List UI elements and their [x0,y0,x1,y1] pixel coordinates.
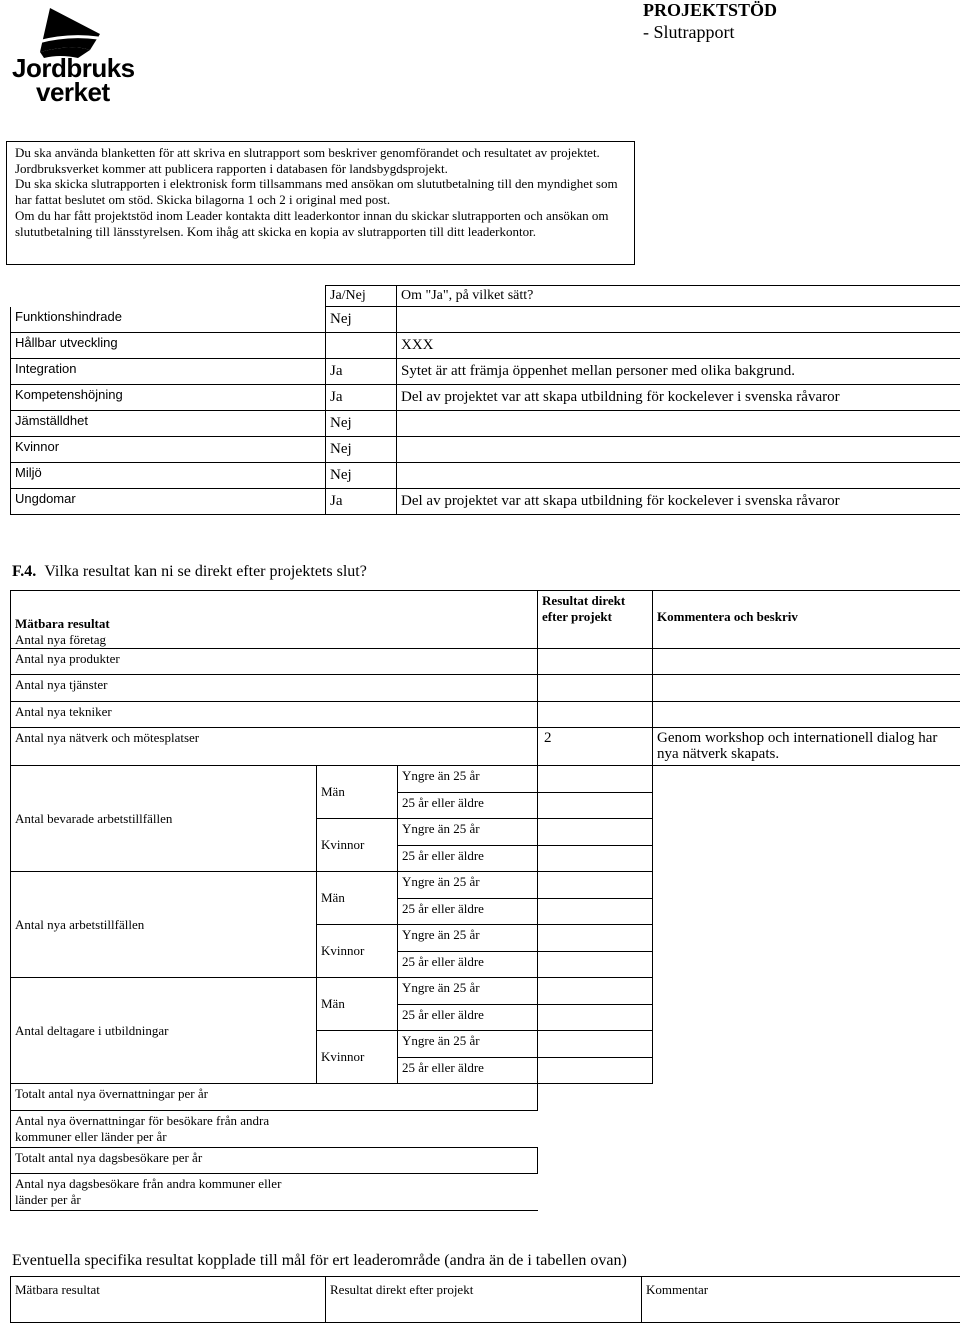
empty-cell [653,793,960,819]
age-young: Yngre än 25 år [398,872,538,899]
header-label: Mätbara resultat [15,616,110,631]
logo-text-line1: Jordbruks [12,53,135,83]
empty-cell [538,1174,653,1211]
comment-field[interactable] [653,702,960,728]
comment-field[interactable] [397,307,960,333]
page-title: PROJEKTSTÖD [643,0,778,20]
age-young: Yngre än 25 år [398,819,538,846]
empty-cell [653,1005,960,1031]
comment-field[interactable] [397,411,960,437]
row-label: Antal nya övernattningar för besökare från andra kommuner eller länder per år [11,1111,317,1148]
column-header-resultat: Resultat direkt efter projekt [538,591,653,649]
janej-field[interactable]: Ja [326,359,397,385]
comment-field[interactable] [653,649,960,675]
row-label-miljo: Miljö [11,463,326,489]
empty-cell [653,1084,960,1111]
result-field[interactable] [538,925,653,952]
row-label-hallbar-utveckling: Hållbar utveckling [11,333,326,359]
empty-cell [653,1031,960,1058]
row-label: Antal nya arbetstillfällen [11,872,317,978]
row-label-integration: Integration [11,359,326,385]
instruction-paragraph: Om du har fått projektstöd inom Leader kontakta ditt leaderkontor innan du skickar slutrapporten och ansökan om slututbetalning till länsstyrelsen. Kom ihåg att skicka en kopia av slutrapporten till ditt leaderkontor. [15,207,609,239]
row-label: Totalt antal nya dagsbesökare per år [11,1148,538,1174]
empty-cell [653,899,960,925]
gender-men: Män [317,766,398,819]
empty-cell [653,846,960,872]
section-question: Vilka resultat kan ni se direkt efter projektets slut? [44,563,367,580]
column-header-janej: Ja/Nej [326,286,397,307]
column-header-kommentar: Kommentar [642,1277,960,1323]
janej-field[interactable]: Ja [326,489,397,515]
result-field[interactable] [538,702,653,728]
gender-women: Kvinnor [317,819,398,872]
gender-men: Män [317,872,398,925]
section-heading-eventuella: Eventuella specifika resultat kopplade till mål för ert leaderområde (andra än de i tabellen ovan) [12,1252,627,1269]
section-number: F.4. [12,563,37,580]
janej-field[interactable]: Nej [326,463,397,489]
column-header-matbara [11,591,538,649]
empty-cell [653,978,960,1005]
jordbruksverket-logo [10,4,136,107]
result-field[interactable] [538,846,653,872]
instructions-box [6,141,635,265]
empty-cell [653,819,960,846]
age-old: 25 år eller äldre [398,793,538,819]
specific-results-table [10,1276,960,1323]
result-field[interactable]: 2 [538,728,653,766]
row-label-ungdomar: Ungdomar [11,489,326,515]
row-label: Antal nya dagsbesökare från andra kommuner eller länder per år [11,1174,317,1211]
empty-cell [538,1111,653,1148]
age-old: 25 år eller äldre [398,846,538,872]
gender-women: Kvinnor [317,1031,398,1084]
column-header-resultat: Resultat direkt efter projekt [326,1277,642,1323]
age-young: Yngre än 25 år [398,978,538,1005]
comment-field[interactable] [397,463,960,489]
empty-cell [317,1174,538,1211]
result-field[interactable] [538,1058,653,1084]
row-label: Antal nya produkter [11,649,538,675]
empty-cell [538,1148,653,1174]
comment-field[interactable] [397,437,960,463]
logo-text-line2: verket [36,77,110,107]
page-subtitle: - Slutrapport [643,22,735,42]
comment-field[interactable] [653,675,960,702]
instruction-paragraph: Du ska använda blanketten för att skriva en slutrapport som beskriver genomförandet och resultatet av projektet. Jordbruksverket kommer att publicera rapporten i databasen för landsbygdsprojekt. [15,145,600,176]
measurable-results-table [10,590,960,1211]
empty-cell [653,1174,960,1211]
horizontal-goals-table [10,285,960,515]
janej-field[interactable]: Nej [326,411,397,437]
row-label: Antal deltagare i utbildningar [11,978,317,1084]
gender-men: Män [317,978,398,1031]
empty-cell [653,872,960,899]
row-label: Antal nya tjänster [11,675,538,702]
row-label: Antal nya nätverk och mötesplatser [11,728,538,766]
comment-field[interactable]: XXX [397,333,960,359]
column-header-matbara: Mätbara resultat [11,1277,326,1323]
empty-cell [653,766,960,793]
row-label-funktionshindrade: Funktionshindrade [11,307,326,333]
row-label: Antal bevarade arbetstillfällen [11,766,317,872]
comment-field[interactable]: Del av projektet var att skapa utbildning för kockelever i svenska råvaror [397,489,960,515]
age-young: Yngre än 25 år [398,925,538,952]
comment-field[interactable]: Sytet är att främja öppenhet mellan personer med olika bakgrund. [397,359,960,385]
row-label: Totalt antal nya övernattningar per år [11,1084,538,1111]
age-young: Yngre än 25 år [398,1031,538,1058]
janej-field[interactable]: Ja [326,385,397,411]
age-old: 25 år eller äldre [398,1058,538,1084]
empty-cell [653,1058,960,1084]
age-old: 25 år eller äldre [398,899,538,925]
section-heading-f4 [12,563,367,581]
column-header-om-ja: Om "Ja", på vilket sätt? [397,286,960,307]
age-young: Yngre än 25 år [398,766,538,793]
result-field[interactable] [538,978,653,1005]
empty-cell [653,952,960,978]
column-header-kommentera: Kommentera och beskriv [653,591,960,649]
result-field[interactable] [538,872,653,899]
table-cell [11,286,326,307]
result-field[interactable] [538,766,653,793]
janej-field[interactable]: Nej [326,307,397,333]
empty-cell [653,1111,960,1148]
empty-cell [538,1084,653,1111]
result-field[interactable] [538,649,653,675]
result-field[interactable] [538,819,653,846]
result-field[interactable] [538,952,653,978]
janej-field[interactable]: Nej [326,437,397,463]
row-label-kvinnor: Kvinnor [11,437,326,463]
empty-cell [317,1111,538,1148]
empty-cell [653,1148,960,1174]
result-field[interactable] [538,675,653,702]
gender-women: Kvinnor [317,925,398,978]
result-field[interactable] [538,1005,653,1031]
result-field[interactable] [538,793,653,819]
result-field[interactable] [538,1031,653,1058]
row-label-jamstalldhet: Jämställdhet [11,411,326,437]
row-label: Antal nya företag [15,632,106,647]
comment-field[interactable]: Del av projektet var att skapa utbildning för kockelever i svenska råvaror [397,385,960,411]
result-field[interactable] [538,899,653,925]
comment-field[interactable]: Genom workshop och internationell dialog har nya nätverk skapats. [653,728,960,766]
janej-field[interactable] [326,333,397,359]
row-label: Antal nya tekniker [11,702,538,728]
age-old: 25 år eller äldre [398,1005,538,1031]
instruction-paragraph: Du ska skicka slutrapporten i elektronisk form tillsammans med ansökan om slututbetalning till den myndighet som har fattat beslutet om stöd. Skicka bilagorna 1 och 2 i original med post. [15,176,618,208]
empty-cell [653,925,960,952]
age-old: 25 år eller äldre [398,952,538,978]
row-label-kompetenshojning: Kompetenshöjning [11,385,326,411]
